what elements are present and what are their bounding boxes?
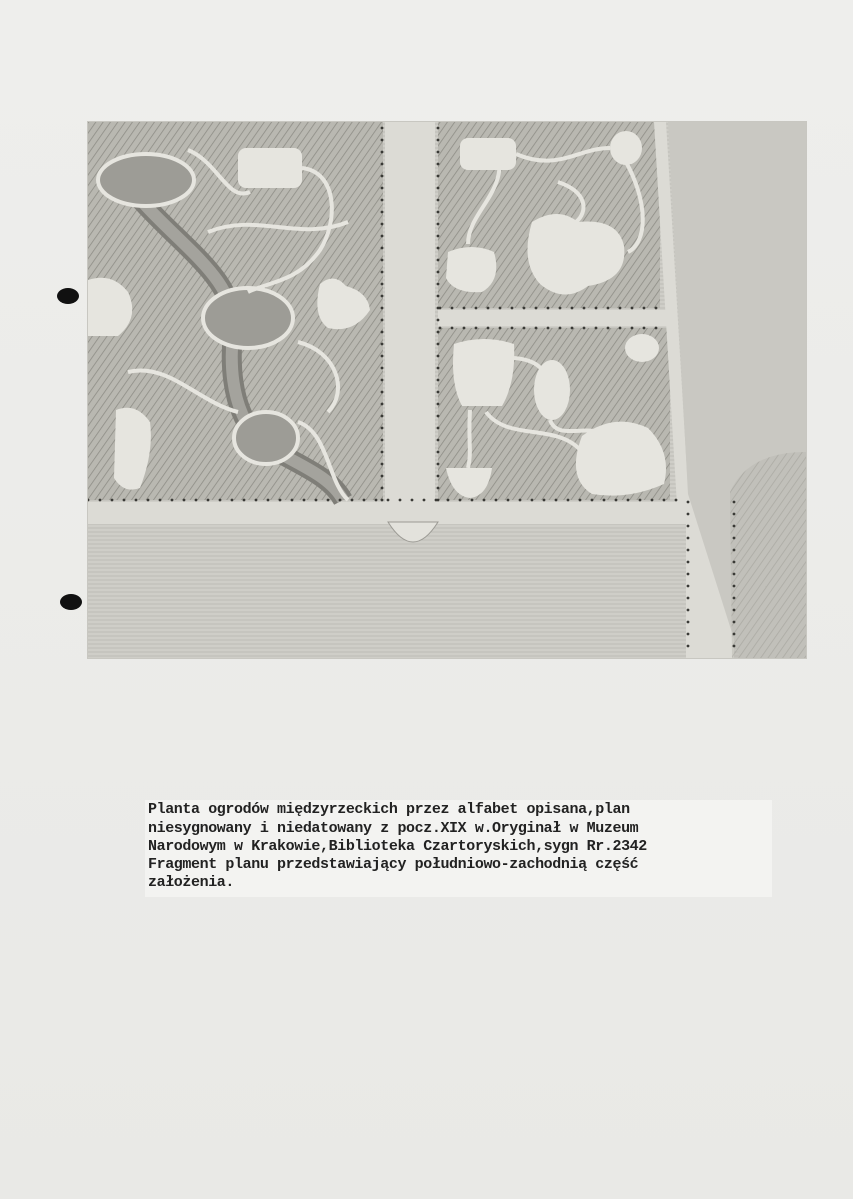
path-border-dot (387, 499, 390, 502)
path-border-dot (135, 499, 138, 502)
path-border-dot (733, 585, 736, 588)
path-border-dot (381, 199, 384, 202)
path-border-dot (559, 327, 562, 330)
path-border-dot (437, 199, 440, 202)
path-border-dot (437, 319, 440, 322)
path-border-dot (381, 259, 384, 262)
path-border-dot (381, 415, 384, 418)
path-border-dot (687, 573, 690, 576)
path-border-dot (381, 487, 384, 490)
path-border-dot (381, 403, 384, 406)
path-border-dot (381, 163, 384, 166)
path-border-dot (437, 355, 440, 358)
path-border-dot (375, 499, 378, 502)
path-border-dot (195, 499, 198, 502)
path-border-dot (543, 499, 546, 502)
path-border-dot (687, 645, 690, 648)
path-border-dot (327, 499, 330, 502)
path-border-dot (607, 327, 610, 330)
path-border-dot (733, 609, 736, 612)
path-border-dot (447, 499, 450, 502)
path-border-dot (381, 139, 384, 142)
path-border-dot (471, 499, 474, 502)
path-border-dot (381, 223, 384, 226)
path-border-dot (733, 573, 736, 576)
path-border-dot (381, 211, 384, 214)
path-border-dot (381, 295, 384, 298)
path-border-dot (591, 499, 594, 502)
path-border-dot (411, 499, 414, 502)
garden-plan-photo (88, 122, 806, 658)
path-border-dot (381, 331, 384, 334)
path-border-dot (437, 367, 440, 370)
path-border-dot (437, 391, 440, 394)
path-border-dot (639, 499, 642, 502)
path-border-dot (381, 427, 384, 430)
path-border-dot (381, 391, 384, 394)
path-border-dot (437, 163, 440, 166)
path-border-dot (511, 327, 514, 330)
path-border-dot (381, 175, 384, 178)
path-border-dot (687, 561, 690, 564)
path-border-dot (437, 235, 440, 238)
path-border-dot (687, 585, 690, 588)
caption-line: niesygnowany i niedatowany z pocz.XIX w.Oryginał w Muzeum (148, 820, 639, 837)
path-border-dot (381, 439, 384, 442)
path-border-dot (643, 307, 646, 310)
path-border-dot (733, 633, 736, 636)
path-border-dot (663, 499, 666, 502)
path-border-dot (627, 499, 630, 502)
path-border-dot (437, 175, 440, 178)
path-border-dot (687, 549, 690, 552)
path-border-dot (437, 295, 440, 298)
path-border-dot (675, 499, 678, 502)
path-border-dot (381, 463, 384, 466)
path-border-dot (291, 499, 294, 502)
path-border-dot (595, 307, 598, 310)
path-border-dot (437, 151, 440, 154)
path-border-dot (303, 499, 306, 502)
path-border-dot (171, 499, 174, 502)
path-border-dot (451, 327, 454, 330)
caption-line: założenia. (148, 874, 235, 891)
path-border-dot (687, 525, 690, 528)
path-border-dot (437, 379, 440, 382)
path-border-dot (363, 499, 366, 502)
path-border-dot (279, 499, 282, 502)
path-border-dot (733, 525, 736, 528)
path-border-dot (619, 307, 622, 310)
path-border-dot (381, 247, 384, 250)
path-border-dot (437, 187, 440, 190)
path-border-dot (451, 307, 454, 310)
path-border-dot (381, 367, 384, 370)
path-border-dot (579, 499, 582, 502)
path-border-dot (583, 307, 586, 310)
path-border-dot (535, 327, 538, 330)
path-border-dot (463, 327, 466, 330)
path-border-dot (547, 327, 550, 330)
path-border-dot (439, 327, 442, 330)
path-border-dot (607, 307, 610, 310)
path-border-dot (475, 307, 478, 310)
path-border-dot (381, 499, 384, 502)
path-border-dot (267, 499, 270, 502)
path-border-dot (381, 271, 384, 274)
path-border-dot (547, 307, 550, 310)
path-border-dot (733, 645, 736, 648)
path-border-dot (523, 307, 526, 310)
path-border-dot (437, 259, 440, 262)
path-border-dot (437, 343, 440, 346)
path-border-dot (483, 499, 486, 502)
path-border-dot (123, 499, 126, 502)
path-border-dot (519, 499, 522, 502)
path-border-dot (687, 537, 690, 540)
path-border-dot (437, 139, 440, 142)
path-border-dot (595, 327, 598, 330)
path-border-dot (559, 307, 562, 310)
path-border-dot (687, 513, 690, 516)
caption-strip (145, 800, 772, 897)
path-border-dot (555, 499, 558, 502)
path-border-dot (655, 327, 658, 330)
path-border-dot (571, 307, 574, 310)
path-border-dot (437, 271, 440, 274)
punch-hole (60, 594, 82, 610)
path-border-dot (437, 283, 440, 286)
path-border-dot (567, 499, 570, 502)
path-border-dot (651, 499, 654, 502)
path-border-dot (381, 187, 384, 190)
path-border-dot (531, 499, 534, 502)
path-border-dot (733, 501, 736, 504)
punch-hole (57, 288, 79, 304)
path-border-dot (437, 223, 440, 226)
path-border-dot (733, 537, 736, 540)
path-border-dot (687, 501, 690, 504)
path-border-dot (381, 451, 384, 454)
path-border-dot (437, 487, 440, 490)
path-border-dot (437, 427, 440, 430)
path-border-dot (507, 499, 510, 502)
path-border-dot (381, 343, 384, 346)
path-border-dot (437, 463, 440, 466)
path-border-dot (733, 513, 736, 516)
path-border-dot (437, 211, 440, 214)
path-border-dot (687, 597, 690, 600)
path-border-dot (381, 235, 384, 238)
path-border-dot (437, 127, 440, 130)
path-border-dot (459, 499, 462, 502)
path-border-dot (381, 127, 384, 130)
path-border-dot (437, 451, 440, 454)
caption-line: Planta ogrodów międzyrzeckich przez alfabet opisana,plan (148, 801, 630, 818)
path-border-dot (619, 327, 622, 330)
path-border-dot (399, 499, 402, 502)
path-border-dot (535, 307, 538, 310)
path-border-dot (381, 475, 384, 478)
path-border-dot (315, 499, 318, 502)
path-border-dot (381, 379, 384, 382)
path-border-dot (437, 415, 440, 418)
path-border-dot (255, 499, 258, 502)
path-border-dot (219, 499, 222, 502)
path-border-dot (631, 307, 634, 310)
path-border-dot (437, 331, 440, 334)
path-border-dot (147, 499, 150, 502)
path-border-dot (243, 499, 246, 502)
path-border-dot (437, 403, 440, 406)
caption-line: Fragment planu przedstawiający południowo-zachodnią część (148, 856, 639, 873)
path-border-dot (487, 327, 490, 330)
path-border-dot (423, 499, 426, 502)
path-border-dot (159, 499, 162, 502)
path-border-dot (603, 499, 606, 502)
path-border-dot (339, 499, 342, 502)
path-border-dot (437, 475, 440, 478)
path-border-dot (583, 327, 586, 330)
path-border-dot (99, 499, 102, 502)
path-border-dot (733, 549, 736, 552)
path-border-dot (495, 499, 498, 502)
path-border-dot (231, 499, 234, 502)
path-border-dot (687, 633, 690, 636)
path-border-dot (687, 621, 690, 624)
path-border-dot (499, 307, 502, 310)
path-border-dot (381, 283, 384, 286)
path-border-dot (381, 307, 384, 310)
path-border-dot (733, 597, 736, 600)
path-border-dot (437, 439, 440, 442)
path-border-dot (733, 621, 736, 624)
path-border-dot (631, 327, 634, 330)
path-border-dot (437, 247, 440, 250)
path-border-dot (523, 327, 526, 330)
path-border-dot (643, 327, 646, 330)
path-border-dot (733, 561, 736, 564)
path-border-dot (687, 609, 690, 612)
path-border-dot (655, 307, 658, 310)
path-border-dot (511, 307, 514, 310)
path-border-dot (499, 327, 502, 330)
path-border-dot (381, 355, 384, 358)
path-border-dot (439, 307, 442, 310)
path-border-dot (487, 307, 490, 310)
path-border-dot (207, 499, 210, 502)
path-border-dot (111, 499, 114, 502)
path-border-dot (463, 307, 466, 310)
path-border-dot (475, 327, 478, 330)
caption-line: Narodowym w Krakowie,Biblioteka Czartoryskich,sygn Rr.2342 (148, 838, 647, 855)
path-border-dot (183, 499, 186, 502)
path-border-dot (435, 499, 438, 502)
path-border-dot (571, 327, 574, 330)
path-border-dot (381, 151, 384, 154)
path-border-dot (615, 499, 618, 502)
path-border-dot (351, 499, 354, 502)
path-border-dot (381, 319, 384, 322)
